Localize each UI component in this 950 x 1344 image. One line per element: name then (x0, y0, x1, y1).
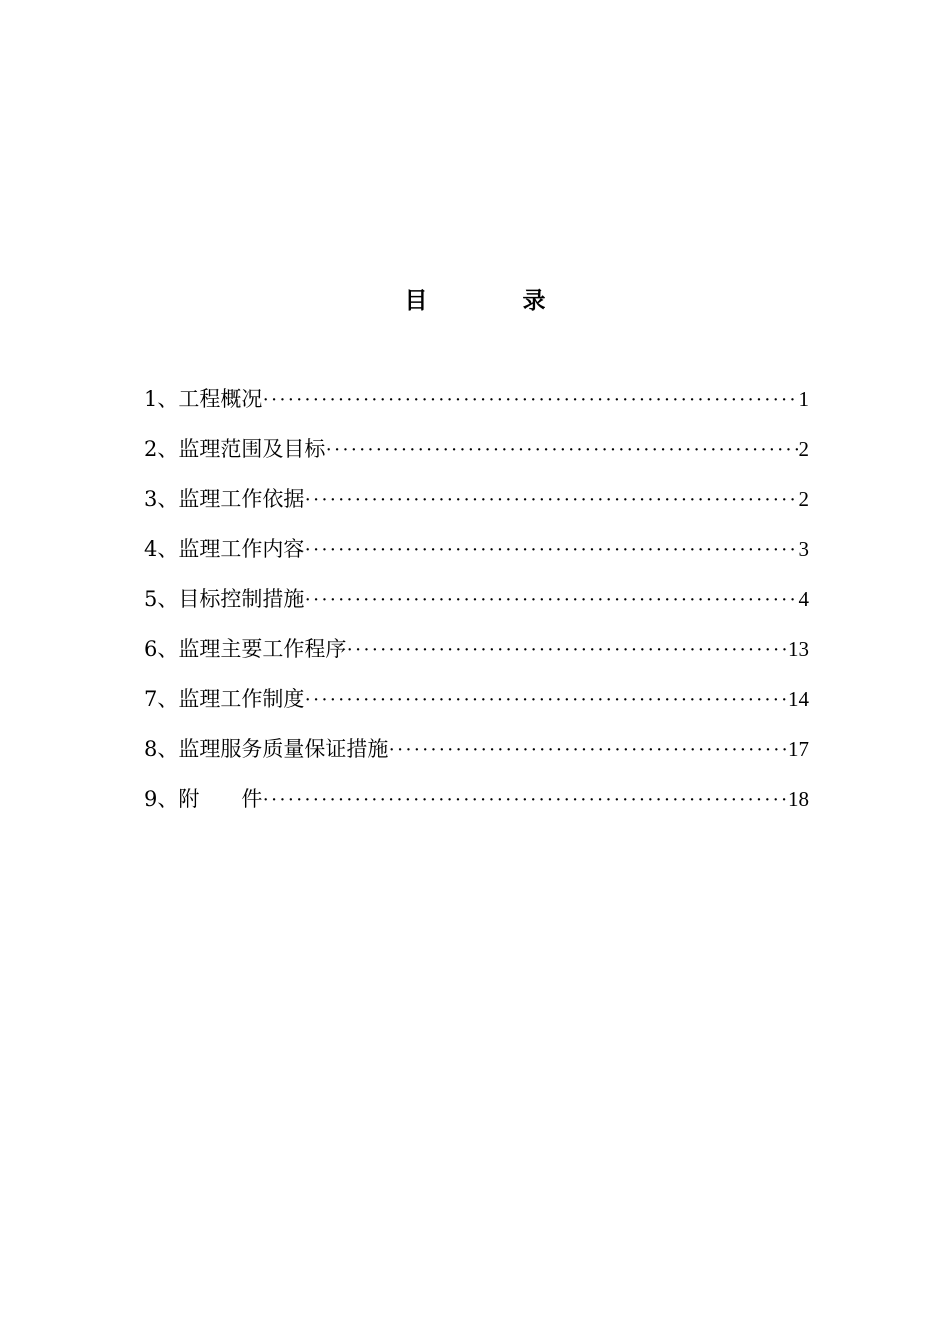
toc-entry[interactable] (144, 484, 809, 534)
toc-entry-page: 17 (788, 737, 809, 761)
toc-entry[interactable] (144, 634, 809, 684)
toc-entry-page: 3 (798, 537, 809, 561)
toc-entry-label: 1、工程概况 (144, 387, 263, 411)
toc-entry-page: 13 (788, 637, 809, 661)
toc-entry-page: 18 (788, 787, 809, 811)
toc-entry-label: 9、附 件 (144, 787, 263, 811)
toc-entry-label: 7、监理工作制度 (144, 687, 305, 711)
toc-dot-leader (262, 785, 788, 815)
toc-entry-page: 2 (798, 437, 809, 461)
toc-dot-leader (388, 735, 788, 765)
toc-entry[interactable] (144, 384, 809, 434)
table-of-contents (144, 384, 809, 834)
toc-title: 目 录 (404, 287, 582, 314)
toc-entry[interactable] (144, 784, 809, 834)
toc-dot-leader (262, 385, 798, 415)
toc-entry-label: 6、监理主要工作程序 (144, 637, 347, 661)
toc-entry-page: 14 (788, 687, 809, 711)
toc-entry-page: 1 (798, 387, 809, 411)
toc-dot-leader (304, 485, 798, 515)
toc-entry-label: 8、监理服务质量保证措施 (144, 737, 389, 761)
toc-entry[interactable] (144, 534, 809, 584)
toc-entry-label: 2、监理范围及目标 (144, 437, 326, 461)
toc-entry[interactable] (144, 684, 809, 734)
toc-dot-leader (304, 585, 798, 615)
toc-entry-label: 5、目标控制措施 (144, 587, 305, 611)
toc-dot-leader (346, 635, 788, 665)
toc-entry[interactable] (144, 584, 809, 634)
toc-entry-label: 4、监理工作内容 (144, 537, 305, 561)
toc-dot-leader (304, 535, 798, 565)
toc-entry[interactable] (144, 434, 809, 484)
toc-dot-leader (325, 435, 798, 465)
toc-entry-label: 3、监理工作依据 (144, 487, 305, 511)
toc-dot-leader (304, 685, 788, 715)
toc-entry-page: 2 (798, 487, 809, 511)
toc-entry-page: 4 (798, 587, 809, 611)
toc-entry[interactable] (144, 734, 809, 784)
